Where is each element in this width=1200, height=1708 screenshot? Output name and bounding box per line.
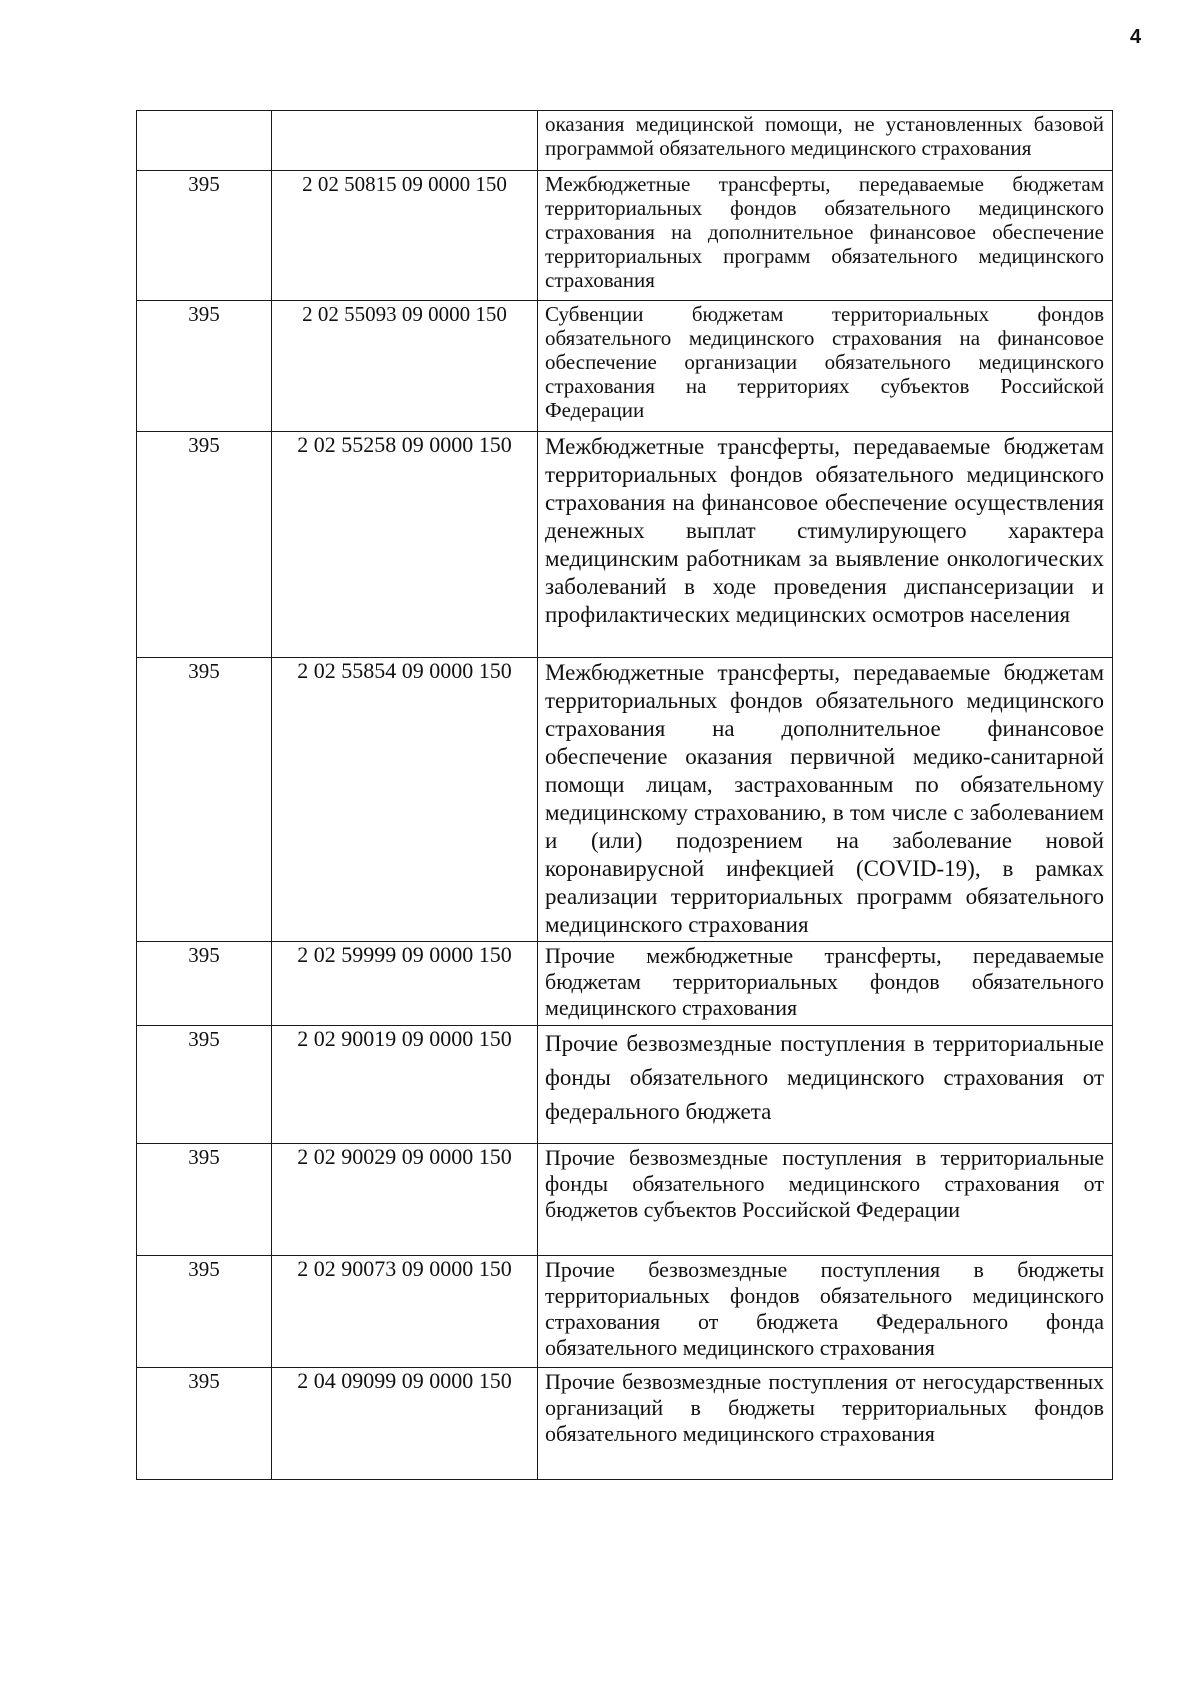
budget-codes-table <box>136 110 1113 1480</box>
description-cell: оказания медицинской помощи, не установленных базовой программой обязательного медицинского страхования <box>538 111 1113 171</box>
admin-code-cell: 395 <box>137 1026 272 1144</box>
budget-code-cell: 2 02 55854 09 0000 150 <box>272 658 538 942</box>
table-row <box>137 301 1113 432</box>
admin-code-cell: 395 <box>137 1144 272 1256</box>
description-cell: Субвенции бюджетам территориальных фондов обязательного медицинского страхования на финансовое обеспечение организации обязательного медицинского страхования на территориях субъектов Российской Федерации <box>538 301 1113 432</box>
budget-code-cell: 2 02 55258 09 0000 150 <box>272 432 538 658</box>
description-cell: Прочие безвозмездные поступления в территориальные фонды обязательного медицинского страхования от бюджетов субъектов Российской Федерации <box>538 1144 1113 1256</box>
admin-code-cell: 395 <box>137 171 272 301</box>
table-row <box>137 658 1113 942</box>
budget-code-cell <box>272 111 538 171</box>
description-cell: Прочие безвозмездные поступления в территориальные фонды обязательного медицинского страхования от федерального бюджета <box>538 1026 1113 1144</box>
table-row <box>137 1256 1113 1368</box>
table-row <box>137 1026 1113 1144</box>
budget-code-cell: 2 04 09099 09 0000 150 <box>272 1368 538 1480</box>
description-cell: Межбюджетные трансферты, передаваемые бюджетам территориальных фондов обязательного медицинского страхования на дополнительное финансовое обеспечение оказания первичной медико-санитарной помощи лицам, застрахованным по обязательному медицинскому страхованию, в том числе с заболеванием и (или) подозрением на заболевание новой коронавирусной инфекцией (COVID-19), в рамках реализации территориальных программ обязательного медицинского страхования <box>538 658 1113 942</box>
budget-code-cell: 2 02 90073 09 0000 150 <box>272 1256 538 1368</box>
table-row <box>137 1368 1113 1480</box>
table-row <box>137 1144 1113 1256</box>
table-row <box>137 432 1113 658</box>
description-cell: Межбюджетные трансферты, передаваемые бюджетам территориальных фондов обязательного медицинского страхования на финансовое обеспечение осуществления денежных выплат стимулирующего характера медицинским работникам за выявление онкологических заболеваний в ходе проведения диспансеризации и профилактических медицинских осмотров населения <box>538 432 1113 658</box>
budget-code-cell: 2 02 90029 09 0000 150 <box>272 1144 538 1256</box>
admin-code-cell: 395 <box>137 658 272 942</box>
budget-code-cell: 2 02 90019 09 0000 150 <box>272 1026 538 1144</box>
admin-code-cell: 395 <box>137 301 272 432</box>
description-cell: Прочие безвозмездные поступления в бюджеты территориальных фондов обязательного медицинского страхования от бюджета Федерального фонда обязательного медицинского страхования <box>538 1256 1113 1368</box>
budget-code-cell: 2 02 55093 09 0000 150 <box>272 301 538 432</box>
admin-code-cell: 395 <box>137 1256 272 1368</box>
description-cell: Прочие межбюджетные трансферты, передаваемые бюджетам территориальных фондов обязательного медицинского страхования <box>538 942 1113 1026</box>
admin-code-cell: 395 <box>137 942 272 1026</box>
table-row <box>137 171 1113 301</box>
admin-code-cell: 395 <box>137 432 272 658</box>
admin-code-cell <box>137 111 272 171</box>
budget-code-cell: 2 02 59999 09 0000 150 <box>272 942 538 1026</box>
admin-code-cell: 395 <box>137 1368 272 1480</box>
table-row <box>137 111 1113 171</box>
page-number: 4 <box>1130 26 1142 48</box>
budget-code-cell: 2 02 50815 09 0000 150 <box>272 171 538 301</box>
description-cell: Прочие безвозмездные поступления от негосударственных организаций в бюджеты территориальных фондов обязательного медицинского страхования <box>538 1368 1113 1480</box>
table-row <box>137 942 1113 1026</box>
description-cell: Межбюджетные трансферты, передаваемые бюджетам территориальных фондов обязательного медицинского страхования на дополнительное финансовое обеспечение территориальных программ обязательного медицинского страхования <box>538 171 1113 301</box>
